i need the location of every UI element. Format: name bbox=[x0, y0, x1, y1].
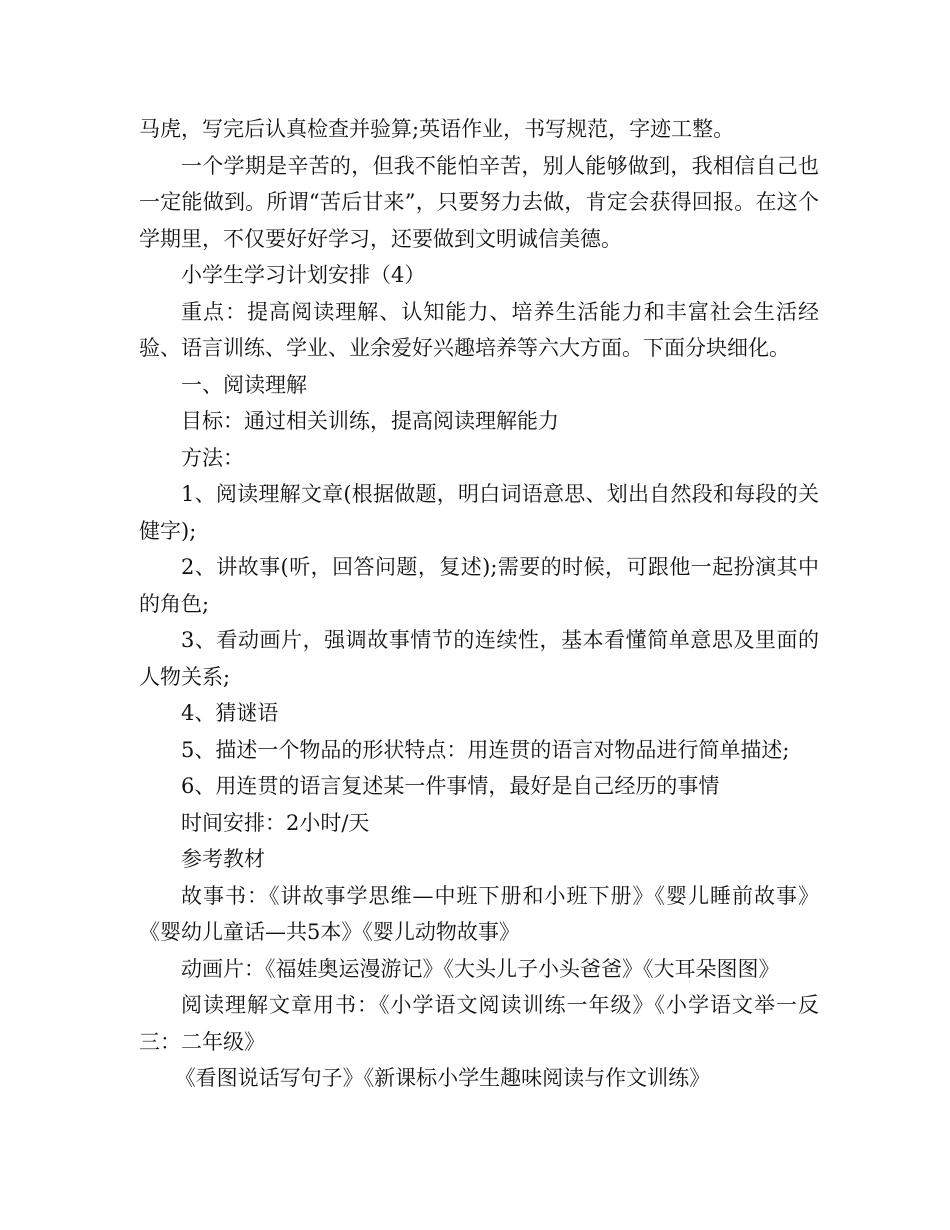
paragraph-semester-reflection: 一个学期是辛苦的，但我不能怕辛苦，别人能够做到，我相信自己也一定能做到。所谓“苦后甘来”，只要努力去做，肯定会获得回报。在这个学期里，不仅要好好学习，还要做到文明诚信美德。 bbox=[139, 153, 819, 251]
method-item-4: 4、猜谜语 bbox=[181, 701, 279, 725]
section-heading-study-plan-4: 小学生学习计划安排（4） bbox=[181, 263, 426, 287]
paragraph-reference-materials: 参考教材 bbox=[181, 847, 265, 871]
method-item-1: 1、阅读理解文章(根据做题，明白词语意思、划出自然段和每段的关健字); bbox=[139, 482, 819, 543]
paragraph-methods-label: 方法： bbox=[181, 445, 244, 470]
paragraph-cartoons: 动画片：《福娃奥运漫游记》《大头儿子小头爸爸》《大耳朵图图》 bbox=[181, 956, 780, 981]
paragraph-key-points: 重点：提高阅读理解、认知能力、培养生活能力和丰富社会生活经验、语言训练、学业、业余爱好兴趣培养等六大方面。下面分块细化。 bbox=[139, 299, 819, 360]
paragraph-continuation: 马虎，写完后认真检查并验算;英语作业，书写规范，字迹工整。 bbox=[139, 117, 735, 141]
paragraph-schedule: 时间安排：2小时/天 bbox=[181, 810, 370, 835]
method-item-2: 2、讲故事(听，回答问题，复述);需要的时候，可跟他一起扮演其中的角色; bbox=[139, 555, 819, 616]
method-item-3: 3、看动画片，强调故事情节的连续性，基本看懂简单意思及里面的人物关系; bbox=[139, 628, 819, 689]
paragraph-goal: 目标：通过相关训练，提高阅读理解能力 bbox=[181, 409, 559, 433]
document-body bbox=[139, 111, 819, 1097]
method-item-5: 5、描述一个物品的形状特点：用连贯的语言对物品进行简单描述; bbox=[181, 737, 790, 762]
paragraph-reading-books: 阅读理解文章用书：《小学语文阅读训练一年级》《小学语文举一反三：二年级》 bbox=[139, 993, 819, 1054]
method-item-6: 6、用连贯的语言复述某一件事情，最好是自己经历的事情 bbox=[181, 774, 720, 798]
paragraph-storybooks: 故事书：《讲故事学思维—中班下册和小班下册》《婴儿睡前故事》《婴幼儿童话—共5本》《婴儿动物故事》 bbox=[139, 883, 819, 944]
subheading-reading-comprehension: 一、阅读理解 bbox=[181, 372, 307, 397]
paragraph-more-books: 《看图说话写句子》《新课标小学生趣味阅读与作文训练》 bbox=[174, 1066, 711, 1090]
